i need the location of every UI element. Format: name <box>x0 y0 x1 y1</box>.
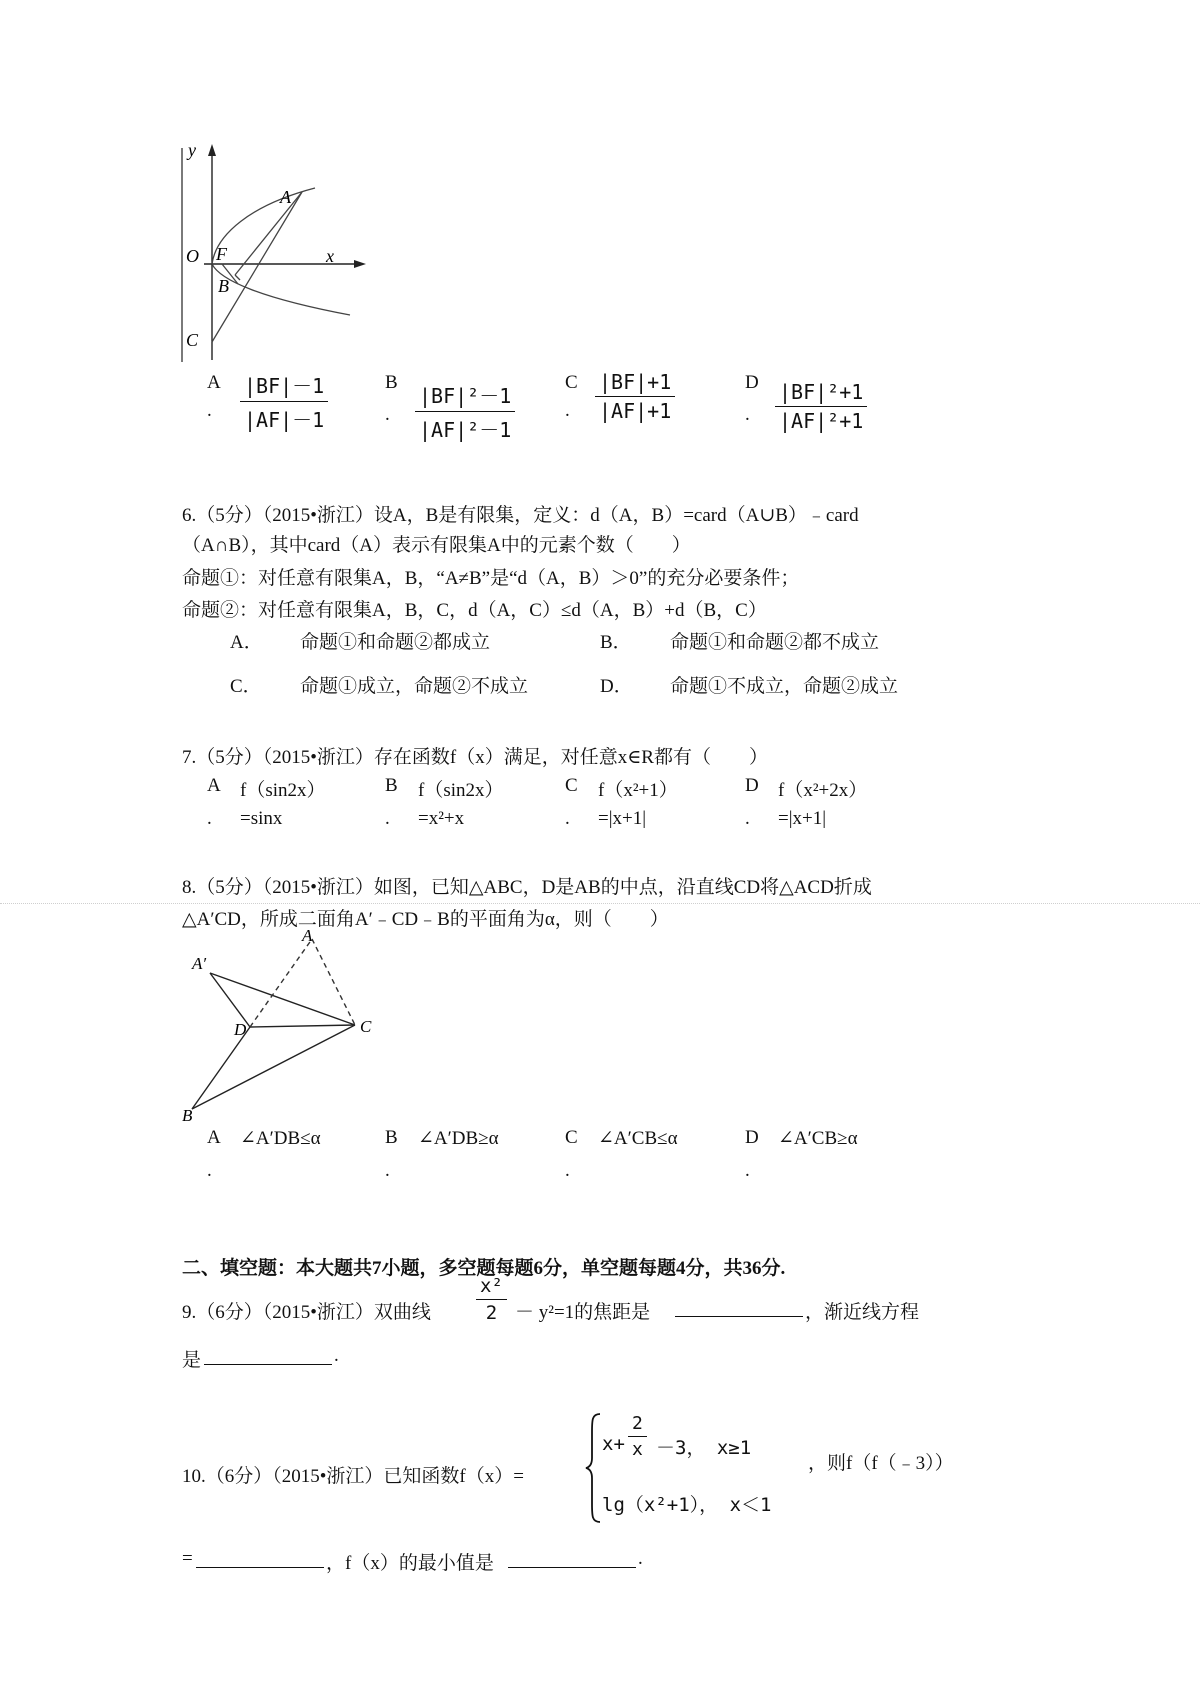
q5-label-o: O <box>186 246 199 266</box>
q5-option-c-den: |AF|+1 <box>599 399 672 423</box>
q8-stem-line1: 8.（5分）（2015•浙江）如图，已知△ABC，D是AB的中点，沿直线CD将△ACD折成 <box>182 877 872 898</box>
q6-proposition-1: 命题①：对任意有限集A，B，“A≠B”是“d（A，B）＞0”的充分必要条件； <box>182 568 800 589</box>
q8-label-c: C <box>360 1017 372 1036</box>
q9-after-frac: － y²=1的焦距是 <box>515 1302 651 1323</box>
q8-option-c-dot: . <box>565 1160 570 1181</box>
q9-frac-den: 2 <box>485 1302 498 1324</box>
q10-case1-num: 2 <box>632 1413 643 1434</box>
q10-mid: ，f（x）的最小值是 <box>326 1553 494 1574</box>
q8-option-c-letter: C <box>565 1127 578 1148</box>
q8-option-a-letter: A <box>207 1127 221 1148</box>
q9-mid: ，渐近线方程 <box>805 1302 920 1323</box>
q8-option-c-text: ∠A′CB≤α <box>598 1128 678 1149</box>
q10-brace <box>584 1412 602 1524</box>
q6-stem-line1: 6.（5分）（2015•浙江）设A，B是有限集，定义：d（A，B）=card（A∪B）﹣card <box>182 505 859 526</box>
q9-blank-focal-distance[interactable] <box>675 1300 803 1317</box>
q7-option-c-dot: . <box>565 808 570 829</box>
q5-option-a-dot: . <box>207 400 212 421</box>
q7-option-b-dot: . <box>385 808 390 829</box>
q10-blank-min-value[interactable] <box>508 1551 636 1568</box>
q10-case2: lg（x²+1）， x＜1 <box>602 1494 772 1516</box>
q6-option-d-letter: D． <box>600 676 633 697</box>
q9-blank-asymptote[interactable] <box>204 1348 332 1365</box>
q8-option-b-text: ∠A′DB≥α <box>418 1128 499 1149</box>
q9-frac-num: x² <box>480 1275 503 1297</box>
q6-option-a-text: 命题①和命题②都成立 <box>300 632 491 653</box>
q5-option-d-dot: . <box>745 404 750 425</box>
q5-option-b-den: |AF|²－1 <box>419 418 512 442</box>
q5-option-d-den: |AF|²+1 <box>779 409 864 433</box>
q5-option-c-num: |BF|+1 <box>599 370 672 394</box>
q10-case1-a: x+ <box>602 1433 625 1455</box>
q5-option-c-letter: C <box>565 372 578 393</box>
q7-option-a-dot: . <box>207 808 212 829</box>
q5-parabola-figure <box>180 140 370 370</box>
q5-option-d-num: |BF|²+1 <box>779 380 864 404</box>
q5-option-d-fraction <box>775 380 867 433</box>
q10-end: . <box>638 1548 643 1569</box>
q8-label-a: A <box>302 926 313 945</box>
q6-proposition-2: 命题②：对任意有限集A，B，C，d（A，C）≤d（A，B）+d（B，C） <box>182 600 767 621</box>
q8-stem-line2: △A′CD，所成二面角A′﹣CD﹣B的平面角为α，则（ ） <box>182 909 669 930</box>
q5-label-b: B <box>218 276 229 296</box>
q6-option-a-letter: A． <box>230 632 263 653</box>
q7-option-a-line1: f（sin2x） <box>240 780 326 801</box>
q5-option-d-letter: D <box>745 372 759 393</box>
q10-case1-b: －3， x≥1 <box>656 1437 752 1459</box>
q8-label-d: D <box>234 1020 247 1039</box>
q7-option-b-line1: f（sin2x） <box>418 780 504 801</box>
q5-option-a-num: |BF|－1 <box>244 374 325 398</box>
q6-option-b-letter: B． <box>600 632 632 653</box>
q8-option-d-dot: . <box>745 1160 750 1181</box>
q10-prefix: 10.（6分）（2015•浙江）已知函数f（x）= <box>182 1466 524 1487</box>
q9-end: . <box>334 1345 339 1366</box>
q10-after: ，则f（f（﹣3）） <box>808 1453 954 1474</box>
q8-label-a-prime: A′ <box>192 954 207 973</box>
q7-option-b-line2: =x²+x <box>418 808 465 829</box>
q8-option-a-text: ∠A′DB≤α <box>240 1128 321 1149</box>
q8-option-b-letter: B <box>385 1127 398 1148</box>
q5-option-a-den: |AF|－1 <box>244 408 325 432</box>
q5-label-a: A <box>280 187 291 207</box>
q7-option-c-letter: C <box>565 775 578 796</box>
q8-triangle-figure <box>180 925 400 1125</box>
q10-case1-den: x <box>632 1439 643 1460</box>
q5-option-b-dot: . <box>385 404 390 425</box>
q5-option-a-letter: A <box>207 372 221 393</box>
q9-prefix: 9.（6分）（2015•浙江）双曲线 <box>182 1302 431 1323</box>
q5-option-a-fraction <box>240 370 328 433</box>
q6-option-c-letter: C． <box>230 676 262 697</box>
q5-option-b-num: |BF|²－1 <box>419 384 512 408</box>
q5-option-c-dot: . <box>565 400 570 421</box>
q7-option-c-line1: f（x²+1） <box>598 780 678 801</box>
q8-option-b-dot: . <box>385 1160 390 1181</box>
q7-option-d-line1: f（x²+2x） <box>778 780 868 801</box>
q6-stem-line2: （A∩B），其中card（A）表示有限集A中的元素个数（ ） <box>182 535 691 556</box>
q8-option-d-text: ∠A′CB≥α <box>778 1128 858 1149</box>
q6-option-c-text: 命题①成立，命题②不成立 <box>300 676 529 697</box>
q7-option-b-letter: B <box>385 775 398 796</box>
q7-stem: 7.（5分）（2015•浙江）存在函数f（x）满足，对任意x∈R都有（ ） <box>182 747 768 768</box>
section-2-heading: 二、填空题：本大题共7小题，多空题每题6分，单空题每题4分，共36分. <box>182 1258 786 1279</box>
q7-option-d-dot: . <box>745 808 750 829</box>
q5-option-c-fraction <box>595 370 675 423</box>
q7-option-a-letter: A <box>207 775 221 796</box>
q10-line2-prefix: = <box>182 1548 193 1569</box>
q7-option-d-line2: =|x+1| <box>778 808 827 829</box>
q8-option-d-letter: D <box>745 1127 759 1148</box>
q7-option-c-line2: =|x+1| <box>598 808 647 829</box>
q10-case1-fraction <box>628 1413 647 1460</box>
q5-label-f: F <box>216 244 227 264</box>
q7-option-a-line2: =sinx <box>240 808 283 829</box>
q6-option-b-text: 命题①和命题②都不成立 <box>670 632 880 653</box>
q5-option-b-fraction <box>415 380 515 443</box>
q5-option-b-letter: B <box>385 372 398 393</box>
q5-y-label: y <box>188 140 196 160</box>
q6-option-d-text: 命题①不成立，命题②成立 <box>670 676 899 697</box>
q9-fraction <box>476 1275 507 1324</box>
q8-option-a-dot: . <box>207 1160 212 1181</box>
q10-blank-ff-value[interactable] <box>196 1551 324 1568</box>
q5-x-label: x <box>326 246 334 266</box>
q8-label-b: B <box>182 1106 193 1125</box>
q5-label-c: C <box>186 330 199 350</box>
q9-line2-prefix: 是 <box>182 1350 202 1371</box>
q7-option-d-letter: D <box>745 775 759 796</box>
